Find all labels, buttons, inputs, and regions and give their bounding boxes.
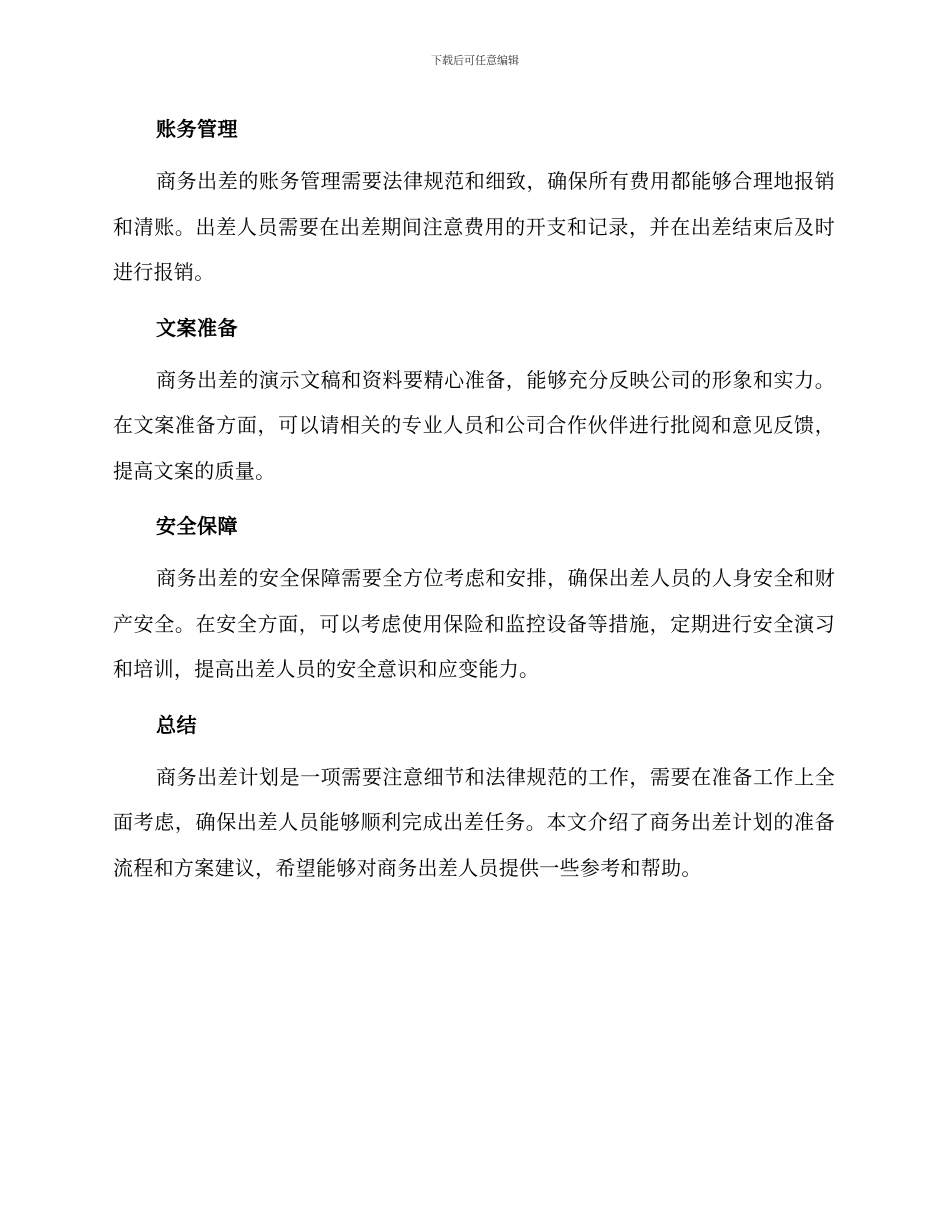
- section-heading: 总结: [156, 712, 197, 737]
- section-heading: 安全保障: [156, 514, 238, 538]
- section-heading: 文案准备: [156, 315, 238, 340]
- section-summary: [113, 708, 835, 892]
- section-accounting: [113, 112, 835, 296]
- section-paragraph: 商务出差的演示文稿和资料要精心准备，能够充分反映公司的形象和实力。在文案准备方面，可以请相关的专业人员和公司合作伙伴进行批阅和意见反馈，提高文案的质量。: [113, 367, 835, 483]
- section-paragraph: 商务出差的账务管理需要法律规范和细致，确保所有费用都能够合理地报销和清账。出差人员需要在出差期间注意费用的开支和记录，并在出差结束后及时进行报销。: [113, 169, 835, 284]
- section-paragraph: 商务出差计划是一项需要注意细节和法律规范的工作，需要在准备工作上全面考虑，确保出差人员能够顺利完成出差任务。本文介绍了商务出差计划的准备流程和方案建议，希望能够对商务出差人员提供一些参考和帮助。: [113, 764, 835, 880]
- section-safety: [113, 509, 835, 693]
- section-heading: 账务管理: [156, 117, 238, 141]
- document-body: [113, 112, 835, 906]
- section-paragraph: 商务出差的安全保障需要全方位考虑和安排，确保出差人员的人身安全和财产安全。在安全方面，可以考虑使用保险和监控设备等措施，定期进行安全演习和培训，提高出差人员的安全意识和应变能力。: [113, 566, 835, 681]
- page-header: 下载后可任意编辑: [431, 54, 519, 67]
- section-copywriting: [113, 311, 835, 495]
